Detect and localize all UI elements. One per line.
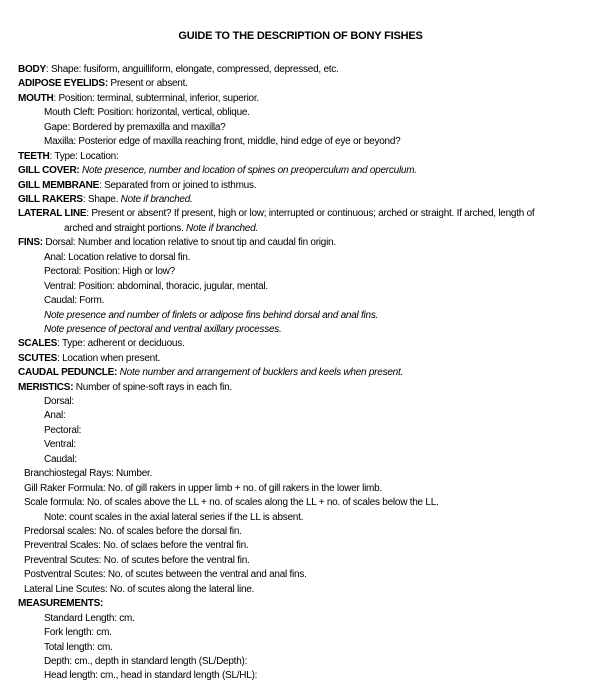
gill-rakers-label: GILL RAKERS [18,194,83,205]
measurements-head: Head length: cm., head in standard length (SL/HL): [44,670,258,681]
fins-line [18,237,336,249]
mouth-maxilla: Maxilla: Posterior edge of maxilla reaching front, middle, hind edge of eye or beyond? [44,136,401,147]
meristics-lateral-line-scutes: Lateral Line Scutes: No. of scutes along the lateral line. [24,584,255,595]
page-title: GUIDE TO THE DESCRIPTION OF BONY FISHES [178,30,423,42]
meristics-pectoral: Pectoral: [44,425,82,436]
lateral-line-cont-text: arched and straight portions. [64,223,187,234]
caudal-peduncle-text: Note number and arrangement of bucklers and keels when present. [117,367,403,378]
gill-rakers-note: Note if branched. [120,194,193,205]
mouth-label: MOUTH [18,93,54,104]
lateral-line-label: LATERAL LINE [18,208,87,219]
lateral-line-cont [64,223,258,235]
measurements-depth: Depth: cm., depth in standard length (SL/Depth): [44,656,248,667]
meristics-preventral-scutes: Preventral Scutes: No. of scutes before the ventral fin. [24,555,250,566]
measurements-fork: Fork length: cm. [44,627,112,638]
fins-caudal: Caudal: Form. [44,295,105,306]
measurements-standard: Standard Length: cm. [44,613,135,624]
meristics-scale-note: Note: count scales in the axial lateral series if the LL is absent. [44,512,304,523]
fins-label: FINS: [18,237,43,248]
fins-note-finlets: Note presence and number of finlets or adipose fins behind dorsal and anal fins. [44,310,379,321]
meristics-ventral: Ventral: [44,439,76,450]
fins-note-axillary: Note presence of pectoral and ventral axillary processes. [44,324,282,335]
meristics-predorsal: Predorsal scales: No. of scales before the dorsal fin. [24,526,242,537]
mouth-line [18,93,259,105]
meristics-dorsal: Dorsal: [44,396,74,407]
mouth-gape: Gape: Bordered by premaxilla and maxilla? [44,122,226,133]
adipose-line [18,78,188,90]
body-text: : Shape: fusiform, anguilliform, elongate, compressed, depressed, etc. [45,64,339,75]
meristics-text: Number of spine-soft rays in each fin. [73,382,232,393]
measurements-label: MEASUREMENTS: [18,598,104,609]
fins-text: Dorsal: Number and location relative to snout tip and caudal fin origin. [42,237,336,248]
caudal-peduncle-label: CAUDAL PEDUNCLE: [18,367,118,378]
scutes-text: : Location when present. [57,353,161,364]
adipose-text: Present or absent. [107,78,188,89]
mouth-cleft: Mouth Cleft: Position: horizontal, vertical, oblique. [44,107,250,118]
lateral-line-note: Note if branched. [186,223,258,234]
teeth-line [18,151,118,163]
meristics-scale-formula: Scale formula: No. of scales above the LL + no. of scales along the LL + no. of scales below the LL. [24,497,439,508]
body-line [18,64,339,76]
teeth-text: : Type: Location: [49,151,119,162]
meristics-caudal: Caudal: [44,454,77,465]
meristics-anal: Anal: [44,410,66,421]
adipose-label: ADIPOSE EYELIDS: [18,78,108,89]
scales-label: SCALES [18,338,58,349]
fins-pectoral: Pectoral: Position: High or low? [44,266,175,277]
scutes-label: SCUTES [18,353,58,364]
caudal-peduncle-line [18,367,403,379]
gill-cover-label: GILL COVER: [18,165,80,176]
meristics-gill-raker-formula: Gill Raker Formula: No. of gill rakers in upper limb + no. of gill rakers in the lower limb. [24,483,382,494]
lateral-line-text: : Present or absent? If present, high or low; interrupted or continuous; arched or straight. If arched, length of [86,208,535,219]
fins-anal: Anal: Location relative to dorsal fin. [44,252,191,263]
scales-line [18,338,184,350]
scutes-line [18,353,160,365]
measurements-total: Total length: cm. [44,642,113,653]
meristics-branchiostegal: Branchiostegal Rays: Number. [24,468,153,479]
meristics-preventral-scales: Preventral Scales: No. of sclaes before the ventral fin. [24,540,249,551]
fins-ventral: Ventral: Position: abdominal, thoracic, jugular, mental. [44,281,268,292]
body-label: BODY [18,64,46,75]
lateral-line-line [18,208,534,220]
gill-rakers-line [18,194,193,206]
mouth-text: : Position: terminal, subterminal, inferior, superior. [53,93,259,104]
scales-text: : Type: adherent or deciduous. [57,338,185,349]
gill-rakers-text: : Shape. [82,194,121,205]
meristics-postventral-scutes: Postventral Scutes: No. of scutes between the ventral and anal fins. [24,569,307,580]
gill-cover-text: Note presence, number and location of spines on preoperculum and operculum. [79,165,417,176]
meristics-line [18,382,232,394]
gill-cover-line [18,165,417,177]
meristics-label: MERISTICS: [18,382,74,393]
gill-membrane-line [18,180,256,192]
gill-membrane-label: GILL MEMBRANE [18,180,100,191]
teeth-label: TEETH [18,151,50,162]
gill-membrane-text: : Separated from or joined to isthmus. [99,180,257,191]
